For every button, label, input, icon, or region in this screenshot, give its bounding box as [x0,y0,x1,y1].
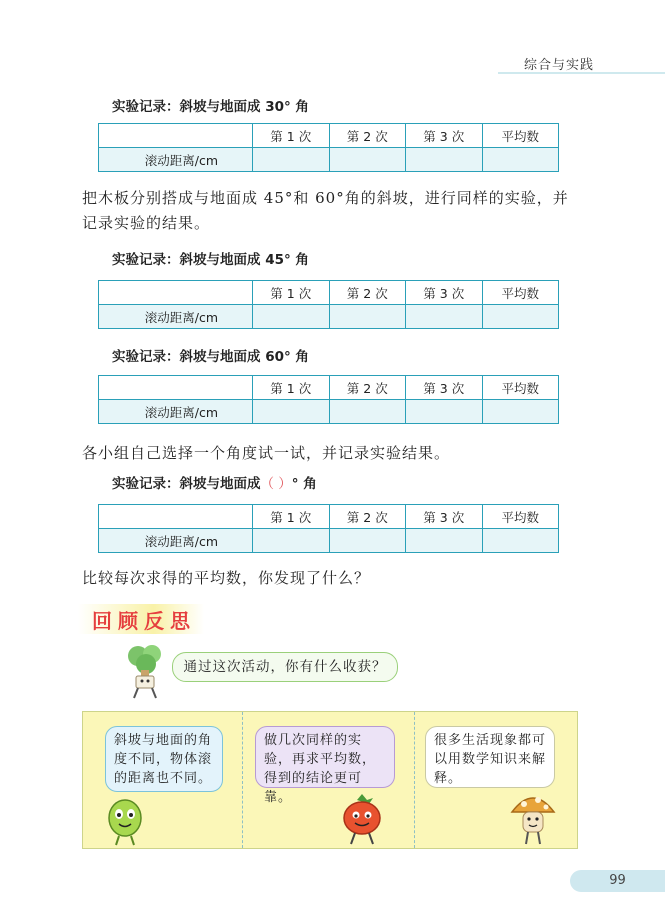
table-cell [406,148,483,172]
record-table-60 [98,375,559,424]
table-cell [482,529,559,553]
tree-character-icon [120,644,170,700]
record-table-30 [98,123,559,172]
table-row [99,529,559,553]
reflection-bubble-1: 斜坡与地面的角度不同，物体滚的距离也不同。 [105,726,223,792]
table-header-cell: 第 3 次 [406,281,483,305]
paragraph-instruction: 把木板分别搭成与地面成 45°和 60°角的斜坡，进行同样的实验，并记录实验的结果。 [82,189,569,232]
table-header-cell [99,281,253,305]
table-cell [253,529,330,553]
table-cell [329,400,406,424]
table-header-row [99,376,559,400]
paragraph-compare: 比较每次求得的平均数，你发现了什么？ [82,569,371,587]
record-table-45 [98,280,559,329]
table-cell [406,305,483,329]
panel-divider [242,712,243,848]
table-header-cell: 第 3 次 [406,376,483,400]
record-label-suffix: ° 角 [291,476,317,492]
table-cell [329,529,406,553]
table-header-cell [99,124,253,148]
table-header-cell: 第 1 次 [253,505,330,529]
table-cell [329,148,406,172]
pea-character-icon [103,794,149,846]
angle-blank: （ ） [260,476,292,492]
table-header-cell: 第 3 次 [406,124,483,148]
table-cell [406,529,483,553]
table-header-cell [99,376,253,400]
row-label: 滚动距离/cm [99,305,253,329]
table-header-cell: 第 2 次 [329,505,406,529]
row-label: 滚动距离/cm [99,148,253,172]
table-header-cell: 第 2 次 [329,281,406,305]
record-label-prefix: 实验记录：斜坡与地面成 [112,476,261,492]
record-label-30: 实验记录：斜坡与地面成 30° 角 [112,99,309,115]
table-cell [482,148,559,172]
record-label-45: 实验记录：斜坡与地面成 45° 角 [112,252,309,268]
row-label: 滚动距离/cm [99,400,253,424]
review-title [78,604,204,634]
table-cell [253,305,330,329]
table-header-cell: 第 1 次 [253,281,330,305]
question-bubble: 通过这次活动，你有什么收获？ [172,652,398,682]
record-table-custom [98,504,559,553]
table-cell [329,305,406,329]
table-header-cell: 第 2 次 [329,376,406,400]
table-header-row [99,281,559,305]
reflection-bubble-3: 很多生活现象都可以用数学知识来解释。 [425,726,555,788]
table-cell [253,148,330,172]
table-header-cell: 平均数 [482,281,559,305]
table-header-cell: 第 1 次 [253,124,330,148]
mushroom-character-icon [508,788,558,846]
table-cell [406,400,483,424]
panel-divider [414,712,415,848]
table-cell [482,305,559,329]
record-label-custom [112,472,317,492]
review-title-text: 回顾反思 [92,608,196,633]
reflection-panel [82,711,578,849]
table-header-row [99,124,559,148]
record-label-60: 实验记录：斜坡与地面成 60° 角 [112,349,309,365]
table-header-cell: 第 3 次 [406,505,483,529]
row-label: 滚动距离/cm [99,529,253,553]
table-row [99,400,559,424]
reflection-bubble-2: 做几次同样的实验，再求平均数，得到的结论更可靠。 [255,726,395,788]
table-cell [482,400,559,424]
table-row [99,305,559,329]
table-header-cell: 平均数 [482,505,559,529]
section-header: 综合与实践 [498,54,665,74]
table-row [99,148,559,172]
page-number: 99 [570,870,665,892]
table-header-cell: 第 2 次 [329,124,406,148]
table-cell [253,400,330,424]
paragraph-choose-angle: 各小组自己选择一个角度试一试，并记录实验结果。 [82,444,451,462]
table-header-cell: 平均数 [482,376,559,400]
tomato-character-icon [335,792,389,846]
table-header-cell: 平均数 [482,124,559,148]
table-header-row [99,505,559,529]
table-header-cell: 第 1 次 [253,376,330,400]
table-header-cell [99,505,253,529]
